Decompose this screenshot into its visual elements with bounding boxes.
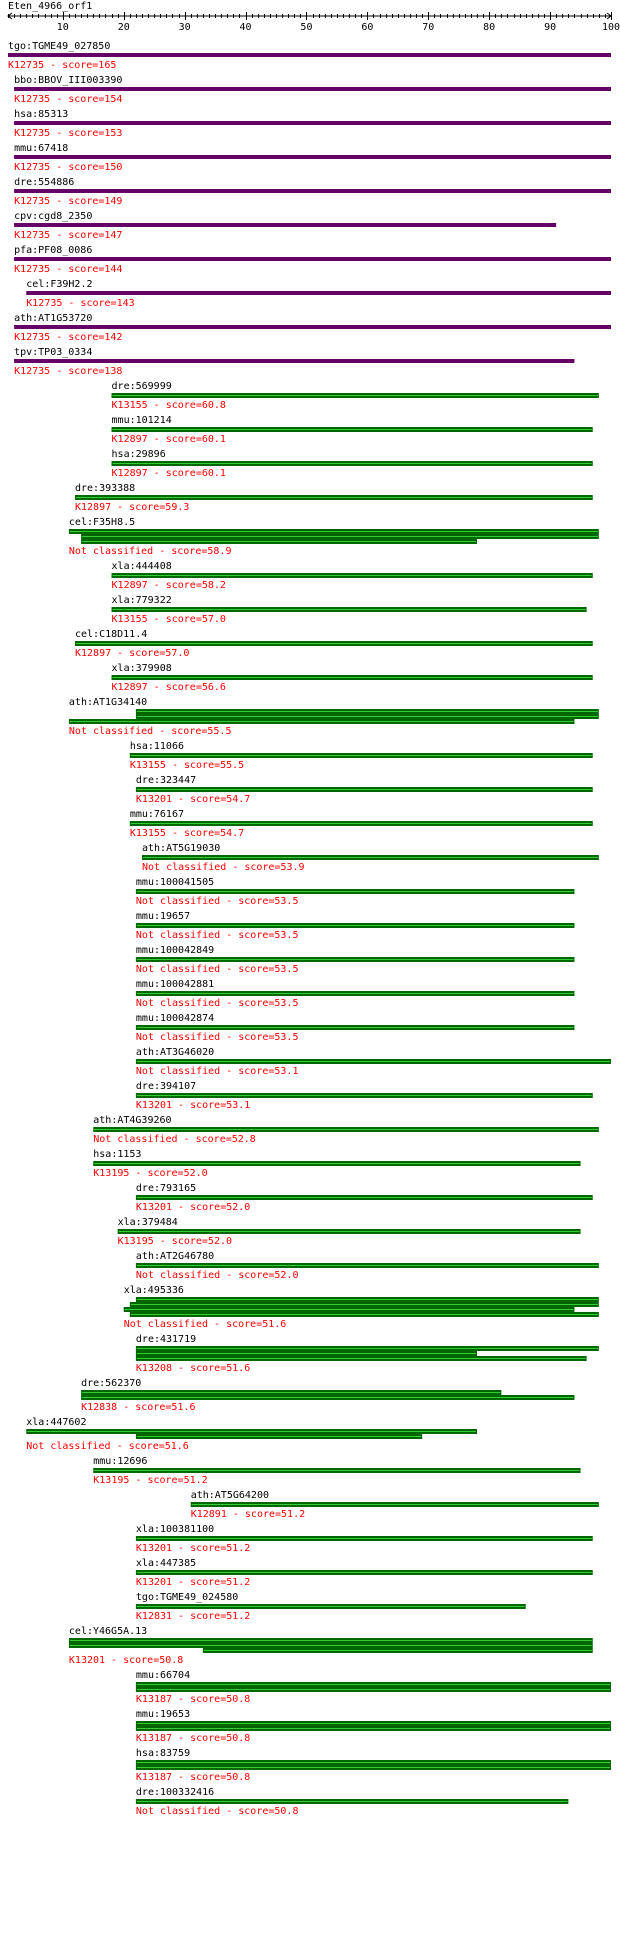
hit-gene-label[interactable]: tgo:TGME49_027850 xyxy=(8,41,111,52)
hit-gene-label[interactable]: dre:323447 xyxy=(135,775,197,786)
axis-tick-label: 80 xyxy=(483,22,496,33)
hit-row xyxy=(136,1251,599,1281)
hit-gene-label[interactable]: dre:393388 xyxy=(75,483,136,494)
hit-class-label: K13195 - score=51.2 xyxy=(93,1475,208,1486)
hit-gene-label[interactable]: ath:AT5G19030 xyxy=(142,843,221,854)
hit-bar-highlight xyxy=(119,1231,580,1232)
hit-bar-highlight xyxy=(137,1689,610,1690)
hit-gene-label[interactable]: hsa:85313 xyxy=(14,109,69,120)
hit-class-label: K12897 - score=56.6 xyxy=(111,682,226,693)
hit-gene-label[interactable]: cpv:cgd8_2350 xyxy=(14,211,93,222)
hit-class-label: Not classified - score=52.8 xyxy=(93,1134,256,1145)
hit-class-label: K13187 - score=50.8 xyxy=(135,1694,251,1705)
axis-tick-label: 70 xyxy=(422,22,435,33)
hit-bar-highlight xyxy=(137,1027,574,1028)
hit-bar-highlight xyxy=(137,1197,592,1198)
hit-gene-label[interactable]: xla:379908 xyxy=(111,663,172,674)
hit-gene-label[interactable]: hsa:83759 xyxy=(135,1748,191,1759)
hit-row xyxy=(136,1709,611,1744)
hit-bar xyxy=(14,87,611,91)
hit-bar-highlight xyxy=(137,1436,421,1437)
hit-row xyxy=(136,1047,611,1077)
hit-gene-label[interactable]: mmu:100042874 xyxy=(135,1013,215,1024)
hit-class-label: Not classified - score=55.5 xyxy=(68,726,232,737)
hit-bar-highlight xyxy=(131,823,592,824)
hit-bar-highlight xyxy=(137,1538,592,1539)
hit-gene-label[interactable]: tpv:TP03_0334 xyxy=(14,347,93,358)
hit-bar-highlight xyxy=(137,716,598,717)
hit-class-label: K12897 - score=60.1 xyxy=(111,434,226,445)
hit-gene-label[interactable]: xla:447602 xyxy=(26,1417,87,1428)
hit-row xyxy=(14,211,556,241)
hit-gene-label[interactable]: mmu:101214 xyxy=(111,415,172,426)
hit-bar-highlight xyxy=(137,1265,598,1266)
hit-row xyxy=(69,697,599,737)
hit-gene-label[interactable]: mmu:19657 xyxy=(135,911,191,922)
hit-row xyxy=(14,347,574,377)
hit-bar-highlight xyxy=(27,1431,476,1432)
hit-gene-label[interactable]: dre:793165 xyxy=(135,1183,197,1194)
hit-row xyxy=(14,109,611,139)
hit-class-label: K12735 - score=150 xyxy=(14,162,123,173)
hit-gene-label[interactable]: xla:495336 xyxy=(123,1285,184,1296)
hit-row xyxy=(14,143,611,173)
hit-gene-label[interactable]: ath:AT4G39260 xyxy=(93,1115,172,1126)
position-axis xyxy=(8,12,620,33)
hit-bar-highlight xyxy=(143,857,598,858)
hit-gene-label[interactable]: cel:C18D11.4 xyxy=(75,629,148,640)
hit-gene-label[interactable]: dre:562370 xyxy=(81,1378,142,1389)
hit-bar-highlight xyxy=(137,1061,610,1062)
hit-bar-highlight xyxy=(82,1397,573,1398)
hit-class-label: K12735 - score=138 xyxy=(14,366,123,377)
hit-class-label: K13155 - score=57.0 xyxy=(111,614,226,625)
hit-row xyxy=(69,1626,593,1666)
hit-class-label: K13195 - score=52.0 xyxy=(93,1168,208,1179)
hit-class-label: K12838 - score=51.6 xyxy=(81,1402,196,1413)
hit-bar-highlight xyxy=(131,1304,598,1305)
hit-row xyxy=(112,561,593,591)
axis-tick-label: 30 xyxy=(178,22,191,33)
hit-class-label: K13201 - score=53.1 xyxy=(135,1100,251,1111)
hit-row xyxy=(136,1787,568,1817)
hit-class-label: K12831 - score=51.2 xyxy=(135,1611,251,1622)
hit-bar-highlight xyxy=(137,1348,598,1349)
hit-gene-label[interactable]: xla:779322 xyxy=(111,595,172,606)
hit-gene-label[interactable]: tgo:TGME49_024580 xyxy=(135,1592,239,1603)
hit-gene-label[interactable]: hsa:29896 xyxy=(111,449,166,460)
hit-list xyxy=(8,41,611,1817)
hit-row xyxy=(14,245,611,275)
hit-class-label: K13155 - score=55.5 xyxy=(129,760,245,771)
hit-bar-highlight xyxy=(113,609,586,610)
hit-class-label: K13201 - score=52.0 xyxy=(135,1202,251,1213)
hit-gene-label[interactable]: cel:Y46G5A.13 xyxy=(68,1626,148,1637)
hit-class-label: Not classified - score=51.6 xyxy=(26,1441,189,1452)
hit-bar-highlight xyxy=(137,789,592,790)
hit-bar-highlight xyxy=(204,1650,592,1651)
hit-row xyxy=(136,911,575,941)
hit-row xyxy=(136,877,575,907)
hit-gene-label[interactable]: dre:431719 xyxy=(135,1334,197,1345)
hit-row xyxy=(75,483,593,513)
hit-class-label: K12897 - score=58.2 xyxy=(111,580,226,591)
hit-bar-highlight xyxy=(137,1723,610,1724)
hit-row xyxy=(124,1285,599,1330)
hit-class-label: K12735 - score=149 xyxy=(14,196,123,207)
hit-class-label: K13208 - score=51.6 xyxy=(135,1363,251,1374)
hit-class-label: K12897 - score=59.3 xyxy=(75,502,190,513)
hit-row xyxy=(136,979,575,1009)
hit-class-label: K13187 - score=50.8 xyxy=(135,1772,251,1783)
hit-class-label: K13155 - score=60.8 xyxy=(111,400,226,411)
hit-gene-label[interactable]: xla:444408 xyxy=(111,561,172,572)
hit-class-label: K12735 - score=153 xyxy=(14,128,123,139)
hit-class-label: Not classified - score=53.9 xyxy=(142,862,305,873)
hit-bar-highlight xyxy=(137,1801,567,1802)
hit-row xyxy=(136,945,575,975)
hit-class-label: K12891 - score=51.2 xyxy=(190,1509,306,1520)
hit-gene-label[interactable]: mmu:12696 xyxy=(93,1456,148,1467)
hit-gene-label[interactable]: xla:100381100 xyxy=(135,1524,215,1535)
hit-bar xyxy=(26,291,611,295)
hit-gene-label[interactable]: bbo:BBOV_III003390 xyxy=(14,75,123,86)
hit-bar-highlight xyxy=(76,643,592,644)
hit-bar-highlight xyxy=(76,497,592,498)
hit-row xyxy=(136,1748,611,1783)
hit-gene-label[interactable]: mmu:66704 xyxy=(135,1670,191,1681)
hit-bar-highlight xyxy=(137,925,574,926)
hit-bar-highlight xyxy=(82,541,476,542)
hit-bar-highlight xyxy=(113,575,592,576)
hit-row xyxy=(130,809,593,839)
hit-gene-label[interactable]: dre:569999 xyxy=(111,381,172,392)
hit-gene-label[interactable]: xla:447385 xyxy=(135,1558,197,1569)
hit-class-label: Not classified - score=50.8 xyxy=(135,1806,299,1817)
hit-class-label: Not classified - score=58.9 xyxy=(68,546,232,557)
hit-class-label: Not classified - score=53.5 xyxy=(135,998,299,1009)
hit-row xyxy=(14,75,611,105)
hit-gene-label[interactable]: hsa:1153 xyxy=(93,1149,142,1160)
hit-gene-label[interactable]: mmu:76167 xyxy=(129,809,185,820)
axis-tick-label: 50 xyxy=(300,22,313,33)
hit-bar xyxy=(14,325,611,329)
hit-class-label: K13201 - score=51.2 xyxy=(135,1543,251,1554)
hit-bar-highlight xyxy=(113,463,592,464)
hit-bar-highlight xyxy=(137,891,574,892)
hit-row xyxy=(14,177,611,207)
hit-bar-highlight xyxy=(137,993,574,994)
hit-gene-label[interactable]: ath:AT1G53720 xyxy=(14,313,93,324)
hit-row xyxy=(136,1592,526,1622)
hit-gene-label[interactable]: dre:394107 xyxy=(135,1081,197,1092)
hit-gene-label[interactable]: mmu:100041505 xyxy=(135,877,215,888)
hit-bar-highlight xyxy=(137,1684,610,1685)
hit-bar-highlight xyxy=(82,1392,500,1393)
hit-row xyxy=(142,843,599,873)
axis-tick-label: 40 xyxy=(239,22,252,33)
hit-row xyxy=(136,1558,593,1588)
hit-gene-label[interactable]: cel:F39H2.2 xyxy=(26,279,93,290)
hit-bar-highlight xyxy=(70,531,598,532)
hit-bar-highlight xyxy=(113,677,592,678)
axis-tick-label: 100 xyxy=(601,22,620,33)
hit-row xyxy=(136,1013,575,1043)
hit-gene-label[interactable]: cel:F35H8.5 xyxy=(68,517,136,528)
hit-gene-label[interactable]: mmu:100042849 xyxy=(135,945,215,956)
hit-class-label: Not classified - score=53.5 xyxy=(135,930,299,941)
hit-gene-label[interactable]: dre:100332416 xyxy=(135,1787,215,1798)
hit-bar-highlight xyxy=(131,755,592,756)
hit-bar xyxy=(14,121,611,125)
hit-bar-highlight xyxy=(131,1314,598,1315)
hit-bar xyxy=(14,359,574,363)
hit-gene-label[interactable]: ath:AT2G46780 xyxy=(135,1251,215,1262)
hit-bar-highlight xyxy=(70,721,574,722)
hit-bar-highlight xyxy=(137,1728,610,1729)
hit-bar-highlight xyxy=(192,1504,598,1505)
hit-class-label: Not classified - score=53.5 xyxy=(135,896,299,907)
hit-bar-highlight xyxy=(137,1572,592,1573)
hit-bar-highlight xyxy=(137,1299,598,1300)
hit-gene-label[interactable]: mmu:19653 xyxy=(135,1709,191,1720)
hit-row xyxy=(112,449,593,479)
hit-row xyxy=(191,1490,599,1520)
hit-bar-highlight xyxy=(82,536,598,537)
hit-class-label: Not classified - score=51.6 xyxy=(123,1319,287,1330)
hit-bar xyxy=(14,189,611,193)
hit-bar xyxy=(14,223,556,227)
hit-class-label: Not classified - score=52.0 xyxy=(135,1270,299,1281)
hit-gene-label[interactable]: xla:379484 xyxy=(117,1217,178,1228)
hit-row xyxy=(93,1115,599,1145)
hit-gene-label[interactable]: dre:554886 xyxy=(14,177,75,188)
axis-tick-label: 10 xyxy=(56,22,69,33)
hit-row xyxy=(81,1378,574,1413)
hit-class-label: Not classified - score=53.5 xyxy=(135,964,299,975)
hit-bar-highlight xyxy=(70,1645,592,1646)
hit-bar-highlight xyxy=(125,1309,574,1310)
axis-tick-label: 20 xyxy=(117,22,130,33)
hit-class-label: K13201 - score=50.8 xyxy=(68,1655,184,1666)
hit-gene-label[interactable]: ath:AT5G64200 xyxy=(190,1490,270,1501)
hit-class-label: Not classified - score=53.5 xyxy=(135,1032,299,1043)
hit-bar-highlight xyxy=(137,1095,592,1096)
hit-bar-highlight xyxy=(94,1163,579,1164)
query-title: Eten_4966_orf1 xyxy=(8,1,93,12)
hit-bar-highlight xyxy=(113,395,598,396)
hit-bar-highlight xyxy=(137,1767,610,1768)
hit-class-label: K12897 - score=60.1 xyxy=(111,468,226,479)
hit-bar-highlight xyxy=(137,711,598,712)
hit-bar xyxy=(14,155,611,159)
hit-row xyxy=(136,1524,593,1554)
hit-row xyxy=(112,595,587,625)
axis-tick-label: 60 xyxy=(361,22,374,33)
hit-row xyxy=(136,1081,593,1111)
hit-bar-highlight xyxy=(137,959,574,960)
hit-row xyxy=(75,629,593,659)
hit-row xyxy=(26,279,611,309)
hit-class-label: K12735 - score=142 xyxy=(14,332,123,343)
axis-tick-label: 90 xyxy=(544,22,557,33)
hit-gene-label[interactable]: mmu:100042881 xyxy=(135,979,215,990)
hit-bar xyxy=(8,53,611,57)
hit-row xyxy=(93,1456,580,1486)
hit-class-label: K12735 - score=154 xyxy=(14,94,123,105)
hit-class-label: K12735 - score=147 xyxy=(14,230,123,241)
hit-bar-highlight xyxy=(94,1470,579,1471)
hit-row xyxy=(8,41,611,71)
hit-class-label: K12897 - score=57.0 xyxy=(75,648,190,659)
hit-bar-highlight xyxy=(137,1606,525,1607)
hit-row xyxy=(136,1334,599,1374)
hit-class-label: K12735 - score=144 xyxy=(14,264,123,275)
hit-bar-highlight xyxy=(70,1640,592,1641)
hit-bar-highlight xyxy=(137,1358,586,1359)
hit-class-label: K13195 - score=52.0 xyxy=(117,1236,233,1247)
hit-row xyxy=(26,1417,477,1452)
hit-bar-highlight xyxy=(137,1353,476,1354)
hit-row xyxy=(14,313,611,343)
hit-gene-label[interactable]: ath:AT1G34140 xyxy=(68,697,148,708)
hit-row xyxy=(136,775,593,805)
hit-gene-label[interactable]: pfa:PF08_0086 xyxy=(14,245,93,256)
hit-row xyxy=(136,1183,593,1213)
hit-class-label: K13201 - score=51.2 xyxy=(135,1577,251,1588)
hit-row xyxy=(69,517,599,557)
hit-class-label: K13201 - score=54.7 xyxy=(135,794,251,805)
hit-class-label: Not classified - score=53.1 xyxy=(135,1066,299,1077)
hit-gene-label[interactable]: ath:AT3G46020 xyxy=(135,1047,215,1058)
hit-row xyxy=(136,1670,611,1705)
hit-class-label: K13155 - score=54.7 xyxy=(129,828,245,839)
hit-row xyxy=(112,415,593,445)
hit-row xyxy=(130,741,593,771)
hit-class-label: K12735 - score=143 xyxy=(26,298,135,309)
hit-class-label: K12735 - score=165 xyxy=(8,60,117,71)
hit-bar xyxy=(14,257,611,261)
hit-row xyxy=(112,381,599,411)
hit-row xyxy=(93,1149,580,1179)
hit-class-label: K13187 - score=50.8 xyxy=(135,1733,251,1744)
hit-bar-highlight xyxy=(113,429,592,430)
hit-row xyxy=(118,1217,581,1247)
hit-bar-highlight xyxy=(137,1762,610,1763)
hit-gene-label[interactable]: mmu:67418 xyxy=(14,143,69,154)
hit-bar-highlight xyxy=(94,1129,598,1130)
hit-row xyxy=(112,663,593,693)
hit-gene-label[interactable]: hsa:11066 xyxy=(129,741,185,752)
